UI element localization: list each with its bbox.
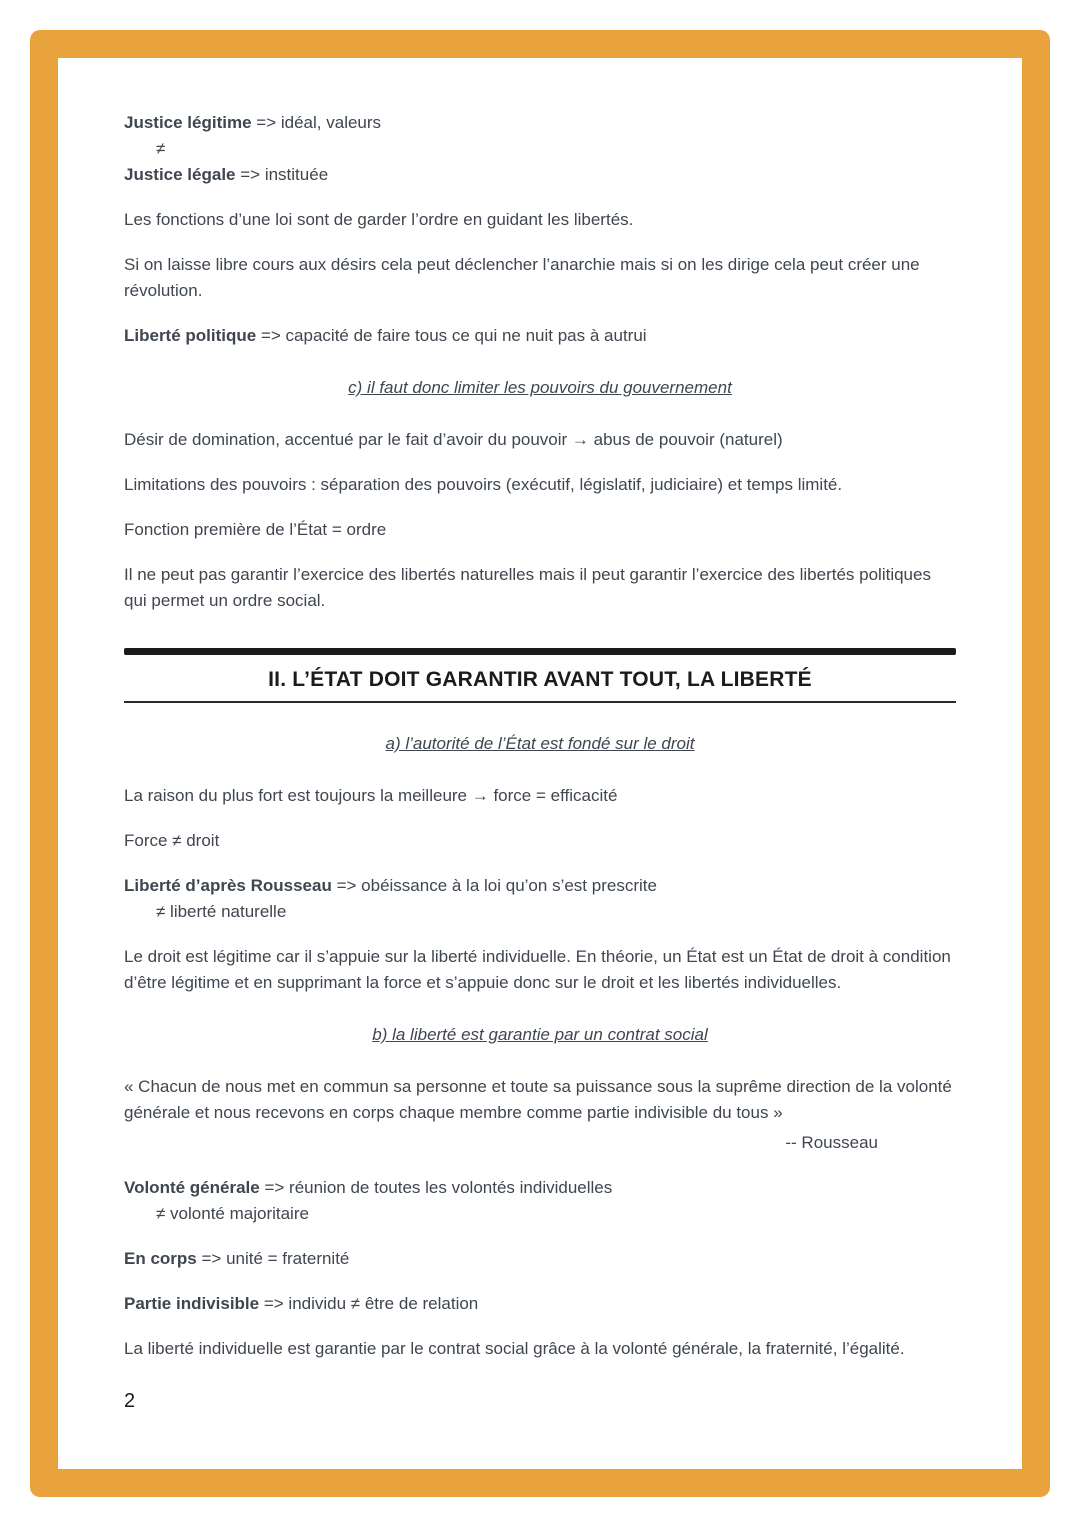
definition-subline: ≠ liberté naturelle: [156, 902, 287, 921]
paragraph-fonction-premiere: Fonction première de l’État = ordre: [124, 520, 387, 539]
heading-top-bar: [124, 648, 956, 655]
definition-line: [124, 1291, 956, 1317]
definition-text: => unité = fraternité: [201, 1249, 350, 1268]
subsection-heading-text: c) il faut donc limiter les pouvoirs du gouvernement: [348, 378, 732, 397]
paragraph-force-droit: Force ≠ droit: [124, 831, 220, 850]
subsection-heading-text: a) l’autorité de l’État est fondé sur le droit: [385, 734, 695, 753]
term-label: Partie indivisible: [124, 1294, 260, 1313]
subsection-heading-b: [124, 1022, 956, 1048]
subsection-heading-a: [124, 731, 956, 757]
term-label: Liberté politique: [124, 326, 257, 345]
term-label: En corps: [124, 1249, 197, 1268]
definition-liberte-politique: [124, 323, 956, 349]
paragraph-libre-cours: Si on laisse libre cours aux désirs cela peut déclencher l’anarchie mais si on les dirige cela peut créer une révolution.: [124, 255, 920, 300]
definition-line: [124, 1246, 956, 1272]
paragraph-conclusion: La liberté individuelle est garantie par le contrat social grâce à la volonté générale, la fraternité, l’égalité.: [124, 1339, 905, 1358]
page-content: [124, 110, 956, 1414]
definition-text: => capacité de faire tous ce qui ne nuit pas à autrui: [260, 326, 647, 345]
quote-attribution: -- Rousseau: [785, 1133, 878, 1152]
definition-line: [124, 1175, 956, 1201]
definition-text: => instituée: [240, 165, 329, 184]
not-equal-line: ≠: [156, 139, 166, 158]
section-title: II. L’ÉTAT DOIT GARANTIR AVANT TOUT, LA LIBERTÉ: [268, 668, 812, 691]
subsection-heading-text: b) la liberté est garantie par un contrat social: [372, 1025, 708, 1044]
definition-volonte-generale: [124, 1175, 956, 1227]
definition-text: => obéissance à la loi qu’on s’est prescrite: [336, 876, 657, 895]
definition-partie-indivisible: [124, 1291, 956, 1317]
paragraph-fonctions-loi: Les fonctions d’une loi sont de garder l’ordre en guidant les libertés.: [124, 210, 634, 229]
definition-line: [124, 162, 956, 188]
page-number: 2: [124, 1390, 136, 1412]
paragraph-garantir-exercice: Il ne peut pas garantir l’exercice des libertés naturelles mais il peut garantir l’exercice des libertés politiques qui permet un ordre social.: [124, 565, 931, 610]
paragraph-raison-plus-fort: La raison du plus fort est toujours la meilleure → force = efficacité: [124, 786, 618, 805]
definition-en-corps: [124, 1246, 956, 1272]
rousseau-quote: [124, 1074, 956, 1156]
term-label: Justice légale: [124, 165, 236, 184]
definition-text: => individu ≠ être de relation: [263, 1294, 479, 1313]
paragraph-droit-legitime: Le droit est légitime car il s’appuie sur la liberté individuelle. En théorie, un État est un État de droit à condition d’être légitime et en supprimant la force et s’appuie donc sur le droit et les libertés individuelles.: [124, 947, 951, 992]
paragraph-desir-domination: Désir de domination, accentué par le fait d’avoir du pouvoir → abus de pouvoir (naturel): [124, 430, 783, 449]
definition-text: => réunion de toutes les volontés individuelles: [264, 1178, 613, 1197]
paragraph-limitations: Limitations des pouvoirs : séparation des pouvoirs (exécutif, législatif, judiciaire) et temps limité.: [124, 475, 843, 494]
definition-text: => idéal, valeurs: [256, 113, 382, 132]
term-label: Volonté générale: [124, 1178, 260, 1197]
subsection-heading-c: [124, 375, 956, 401]
term-label: Justice légitime: [124, 113, 252, 132]
heading-bottom-rule: [124, 701, 956, 703]
definition-line: [124, 323, 956, 349]
definition-subline: ≠ volonté majoritaire: [156, 1204, 309, 1223]
definition-line: [124, 873, 956, 899]
term-label: Liberté d’après Rousseau: [124, 876, 332, 895]
section-heading-block: [124, 648, 956, 703]
definition-line: [124, 110, 956, 136]
definition-justice: [124, 110, 956, 188]
quote-text: « Chacun de nous met en commun sa personne et toute sa puissance sous la suprême direction de la volonté générale et nous recevons en corps chaque membre comme partie indivisible du tous »: [124, 1077, 952, 1122]
definition-liberte-rousseau: [124, 873, 956, 925]
